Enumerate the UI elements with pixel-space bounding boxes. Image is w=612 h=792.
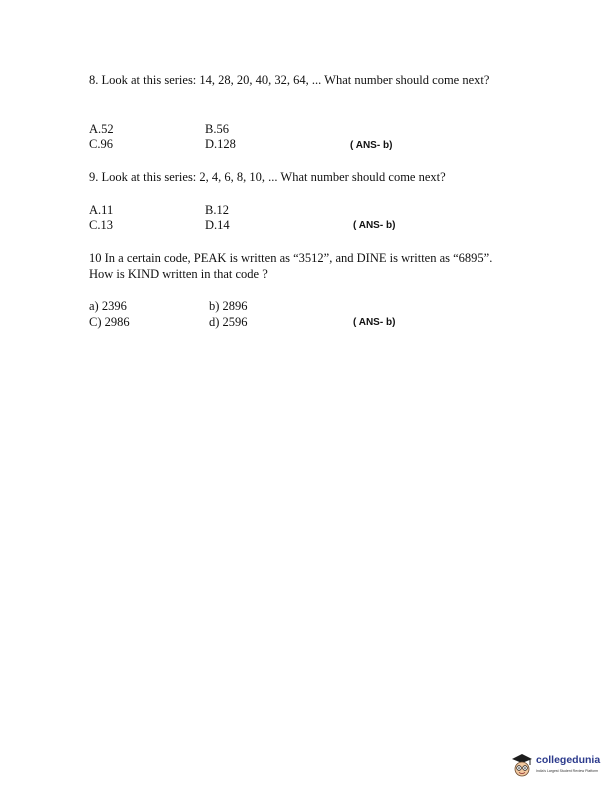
question-10-option-d: d) 2596 [209,315,248,329]
question-10-text: 10 In a certain code, PEAK is written as “3512”, and DINE is written as “6895”. How is KIND written in that code ? [89,251,493,281]
question-8-option-b: B.56 [205,122,229,136]
question-10-option-c: C) 2986 [89,315,130,329]
question-9-option-b: B.12 [205,203,229,217]
question-9-option-c: C.13 [89,218,113,232]
question-9-answer: ( ANS- b) [353,220,396,231]
question-8-text: 8. Look at this series: 14, 28, 20, 40, 32, 64, ... What number should come next? [89,73,490,87]
logo-tagline: India's Largest Student Review Platform [536,769,599,773]
logo-wordmark: collegedunia [536,754,601,766]
question-10-answer: ( ANS- b) [353,317,396,328]
question-10-option-b: b) 2896 [209,299,248,313]
question-8-option-c: C.96 [89,137,113,151]
question-10-option-a: a) 2396 [89,299,127,313]
question-8-option-a: A.52 [89,122,114,136]
question-8-answer: ( ANS- b) [350,140,393,151]
graduate-mascot-icon [510,752,534,780]
question-9-text: 9. Look at this series: 2, 4, 6, 8, 10, ... What number should come next? [89,170,446,184]
question-9-option-a: A.11 [89,203,114,217]
question-8-option-d: D.128 [205,137,236,151]
question-9-option-d: D.14 [205,218,230,232]
collegedunia-logo [510,752,610,782]
